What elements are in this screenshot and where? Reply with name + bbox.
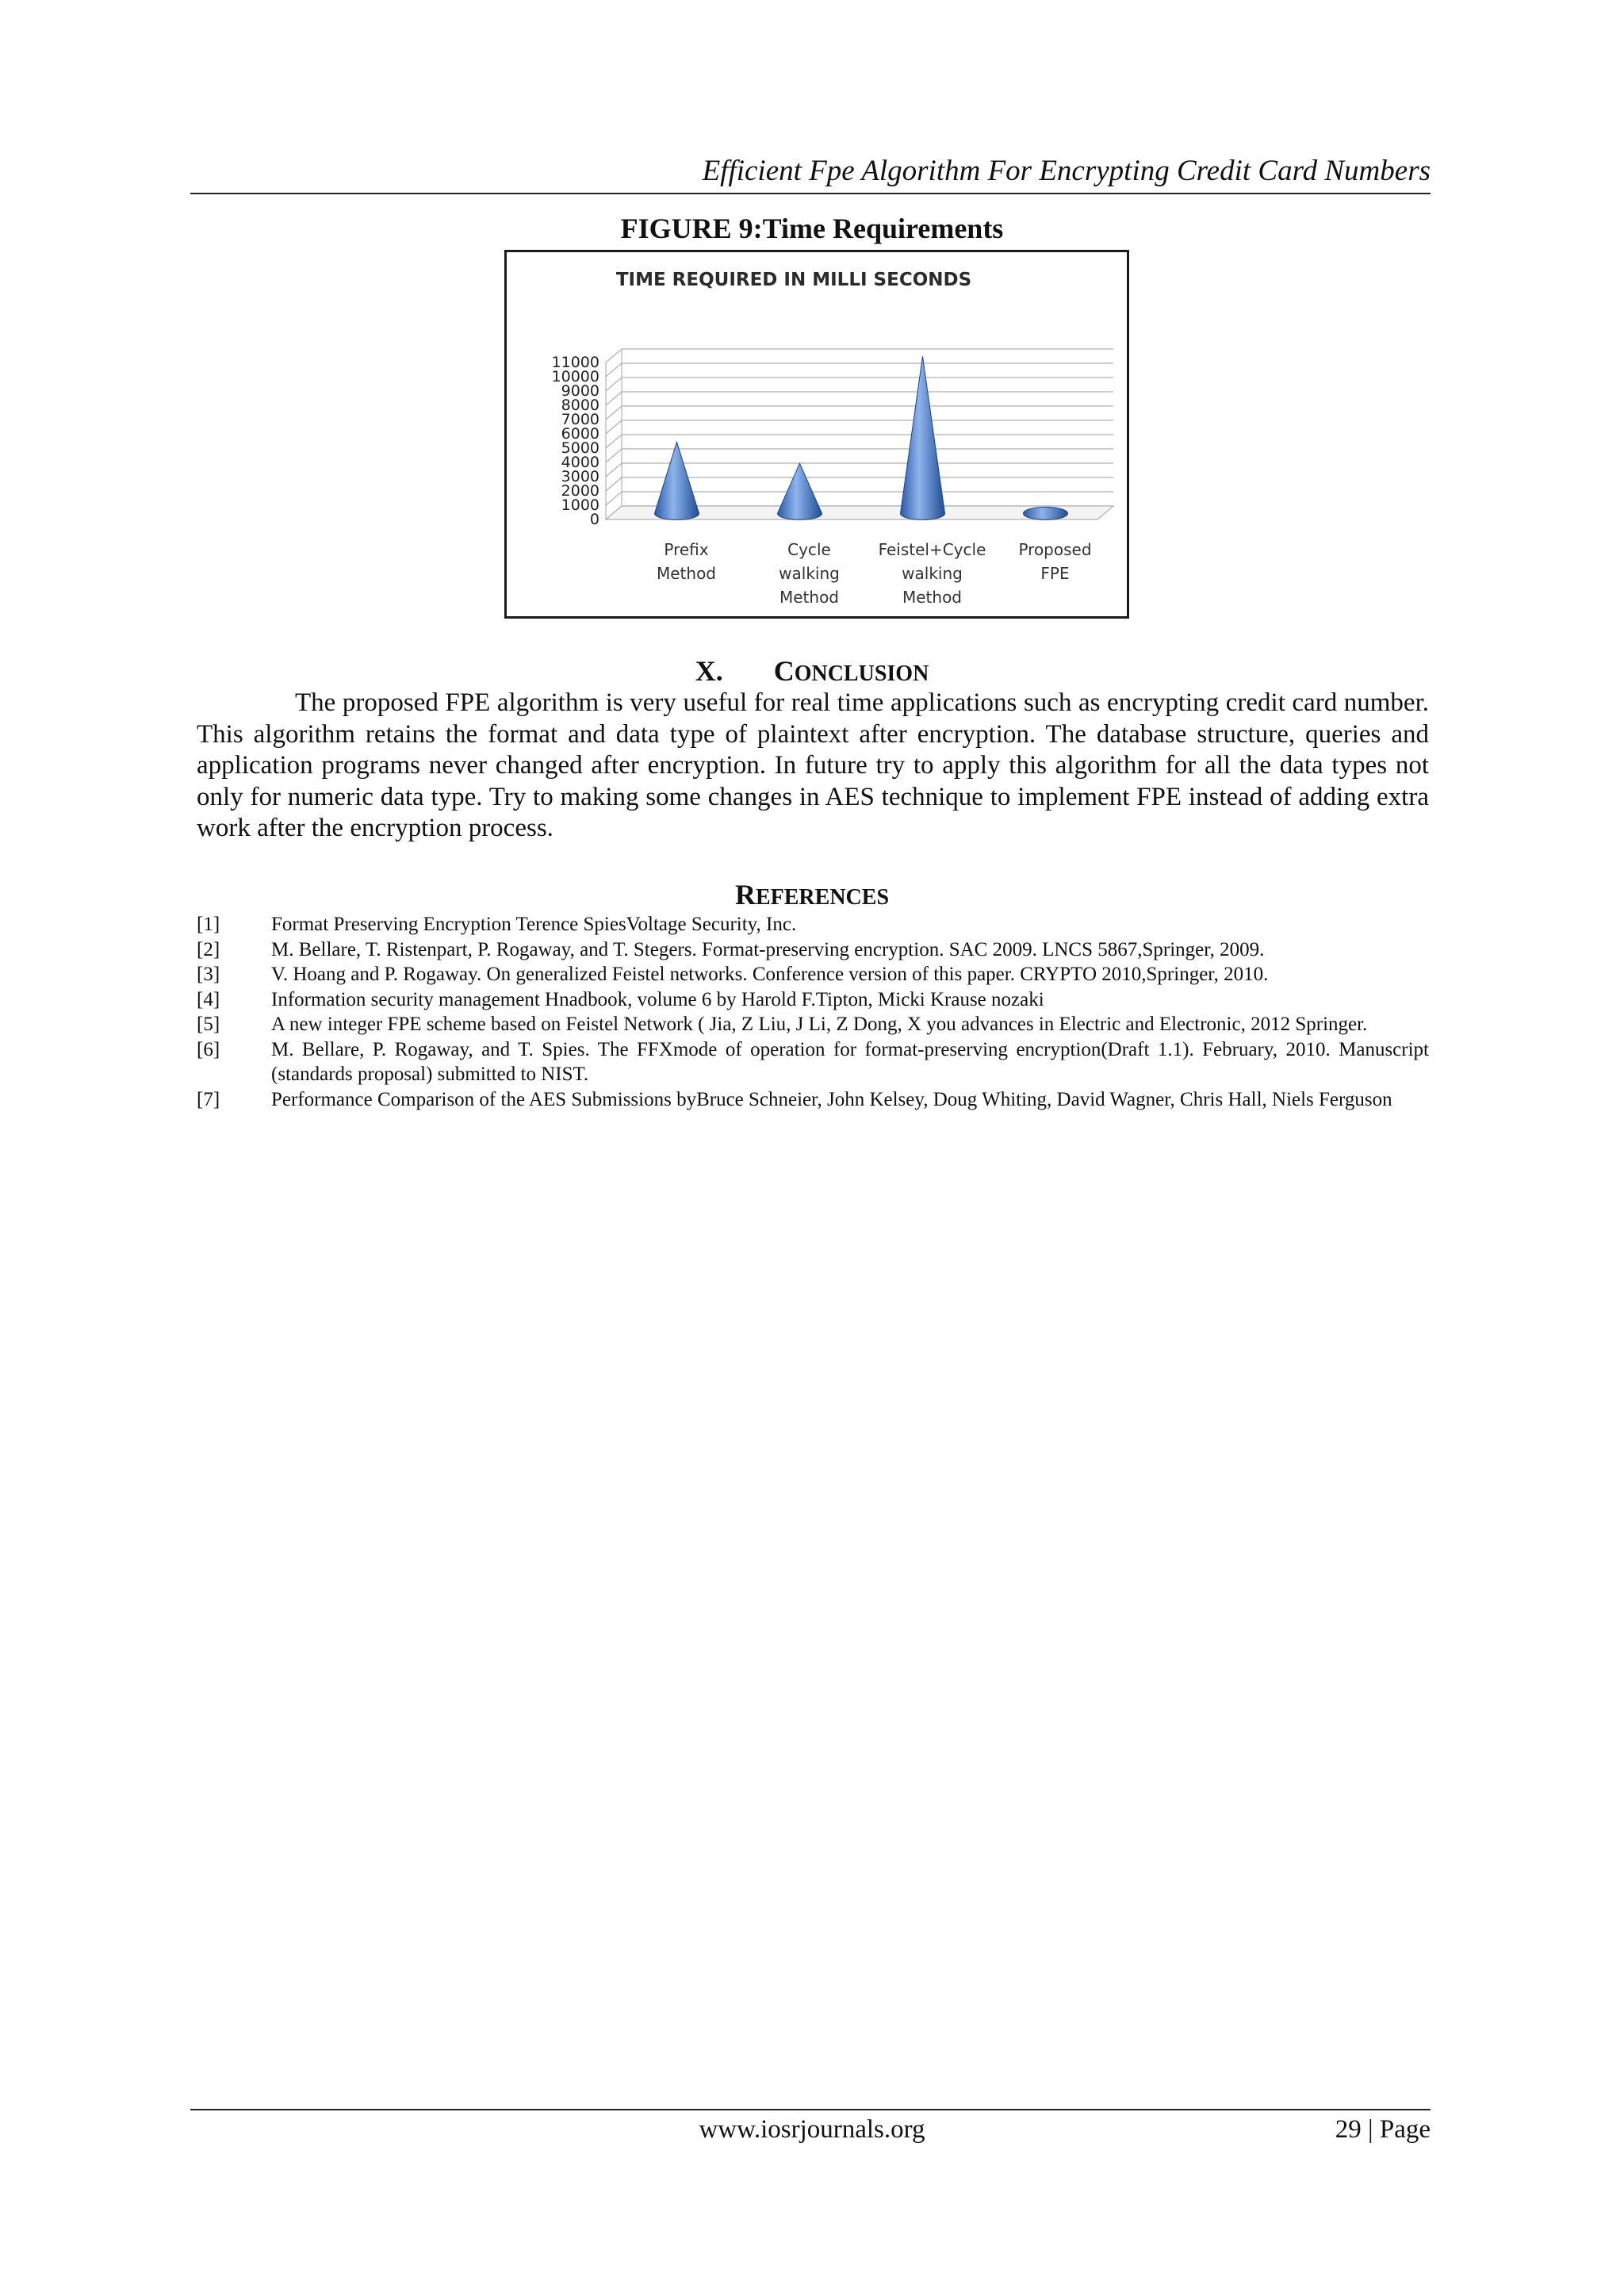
figure-caption: FIGURE 9:Time Requirements (620, 213, 1004, 244)
reference-item (197, 1037, 1429, 1087)
grid-line-side (606, 435, 622, 448)
section-number: X. (695, 655, 723, 687)
footer-rule (190, 2109, 1431, 2110)
reference-text: Information security management Hnadbook, volume 6 by Harold F.Tipton, Micki Krause nozaki (271, 988, 1044, 1010)
x-category-label: walking (902, 564, 963, 583)
x-category-label: Method (656, 564, 717, 583)
y-tick-label: 6000 (561, 425, 599, 443)
cone-base (1024, 507, 1068, 519)
y-axis-ticks (552, 354, 599, 528)
reference-item (197, 912, 1429, 937)
reference-text: M. Bellare, P. Rogaway, and T. Spies. The FFXmode of operation for format-preserving encryption(Draft 1.1). February, 2010. Manuscript (standards proposal) submitted to NIST. (271, 1038, 1429, 1085)
y-tick-label: 7000 (561, 411, 599, 428)
grid-line-side (606, 406, 622, 420)
grid-line-side (606, 463, 622, 477)
section-title-rest: ONCLUSION (794, 661, 929, 686)
chart-frame (504, 250, 1129, 619)
x-category-label: Method (779, 588, 840, 607)
reference-text: M. Bellare, T. Ristenpart, P. Rogaway, and T. Stegers. Format-preserving encryption. SAC 2009. LNCS 5867,Springer, 2009. (271, 938, 1265, 960)
time-chart (507, 252, 1127, 616)
y-tick-label: 2000 (561, 482, 599, 500)
conclusion-body: The proposed FPE algorithm is very useful for real time applications such as encrypting credit card number. This algorithm retains the format and data type of plaintext after encryption. The database structure, queries and application programs never changed after encryption. In future try to apply this algorithm for all the data types not only for numeric data type. Try to making some changes in AES technique to implement FPE instead of adding extra work after the encryption process. (197, 688, 1429, 842)
references-title-rest: EFERENCES (755, 885, 890, 910)
references-list (197, 912, 1429, 1112)
cone-body (901, 356, 945, 519)
y-tick-label: 9000 (561, 382, 599, 400)
y-tick-label: 3000 (561, 468, 599, 485)
reference-item (197, 987, 1429, 1013)
reference-text: Format Preserving Encryption Terence SpiesVoltage Security, Inc. (271, 914, 797, 935)
reference-item (197, 1087, 1429, 1113)
y-tick-label: 4000 (561, 454, 599, 471)
reference-number: [5] (197, 1014, 220, 1035)
chart-marks (655, 356, 1068, 519)
section-title-initial: C (773, 655, 795, 687)
x-category-label: Cycle (787, 540, 831, 559)
x-category-label: FPE (1040, 564, 1070, 583)
y-tick-label: 1000 (561, 496, 599, 514)
x-category-label: walking (779, 564, 840, 583)
reference-number: [6] (197, 1038, 220, 1060)
grid-line-side (606, 392, 622, 405)
grid-line-side (606, 363, 622, 377)
reference-number: [2] (197, 938, 220, 960)
reference-number: [4] (197, 988, 220, 1010)
page-number: 29 | Page (1335, 2115, 1431, 2144)
grid-line-side (606, 420, 622, 434)
reference-item (197, 937, 1429, 963)
bar-cone (1024, 507, 1068, 519)
reference-number: [1] (197, 914, 220, 935)
grid-line-side (606, 378, 622, 391)
footer-website-link[interactable]: www.iosrjournals.org (699, 2115, 925, 2144)
y-tick-label: 5000 (561, 439, 599, 457)
references-title-initial: R (734, 879, 756, 910)
reference-item (197, 1012, 1429, 1037)
y-tick-label: 11000 (551, 354, 599, 371)
grid-line-side (606, 492, 622, 505)
x-axis-categories (657, 540, 1092, 607)
running-title: Efficient Fpe Algorithm For Encrypting Credit Card Numbers (702, 155, 1431, 187)
reference-text: Performance Comparison of the AES Submissions byBruce Schneier, John Kelsey, Doug Whiting, David Wagner, Chris Hall, Niels Ferguson (271, 1088, 1392, 1110)
reference-number: [3] (197, 964, 220, 985)
x-category-label: Method (902, 588, 963, 607)
grid-line-side (606, 477, 622, 491)
cone-body (655, 442, 699, 519)
y-tick-label: 0 (589, 511, 599, 528)
reference-text: A new integer FPE scheme based on Feistel Network ( Jia, Z Liu, J Li, Z Dong, X you advances in Electric and Electronic, 2012 Springer. (271, 1014, 1368, 1035)
reference-text: V. Hoang and P. Rogaway. On generalized Feistel networks. Conference version of this paper. CRYPTO 2010,Springer, 2010. (271, 964, 1269, 985)
conclusion-heading (0, 653, 1624, 692)
x-category-label: Feistel+Cycle (878, 540, 986, 559)
x-category-label: Proposed (1018, 540, 1092, 559)
y-tick-label: 10000 (551, 368, 599, 385)
reference-number: [7] (197, 1088, 220, 1110)
chart-title: TIME REQUIRED IN MILLI SECONDS (615, 270, 972, 290)
grid-line-side (606, 449, 622, 462)
bar-cone (655, 442, 699, 519)
y-tick-label: 8000 (561, 397, 599, 414)
x-category-label: Prefix (664, 540, 709, 559)
header-rule (190, 193, 1431, 194)
reference-item (197, 962, 1429, 987)
bar-cone (901, 356, 945, 519)
grid-line-side (606, 349, 622, 362)
